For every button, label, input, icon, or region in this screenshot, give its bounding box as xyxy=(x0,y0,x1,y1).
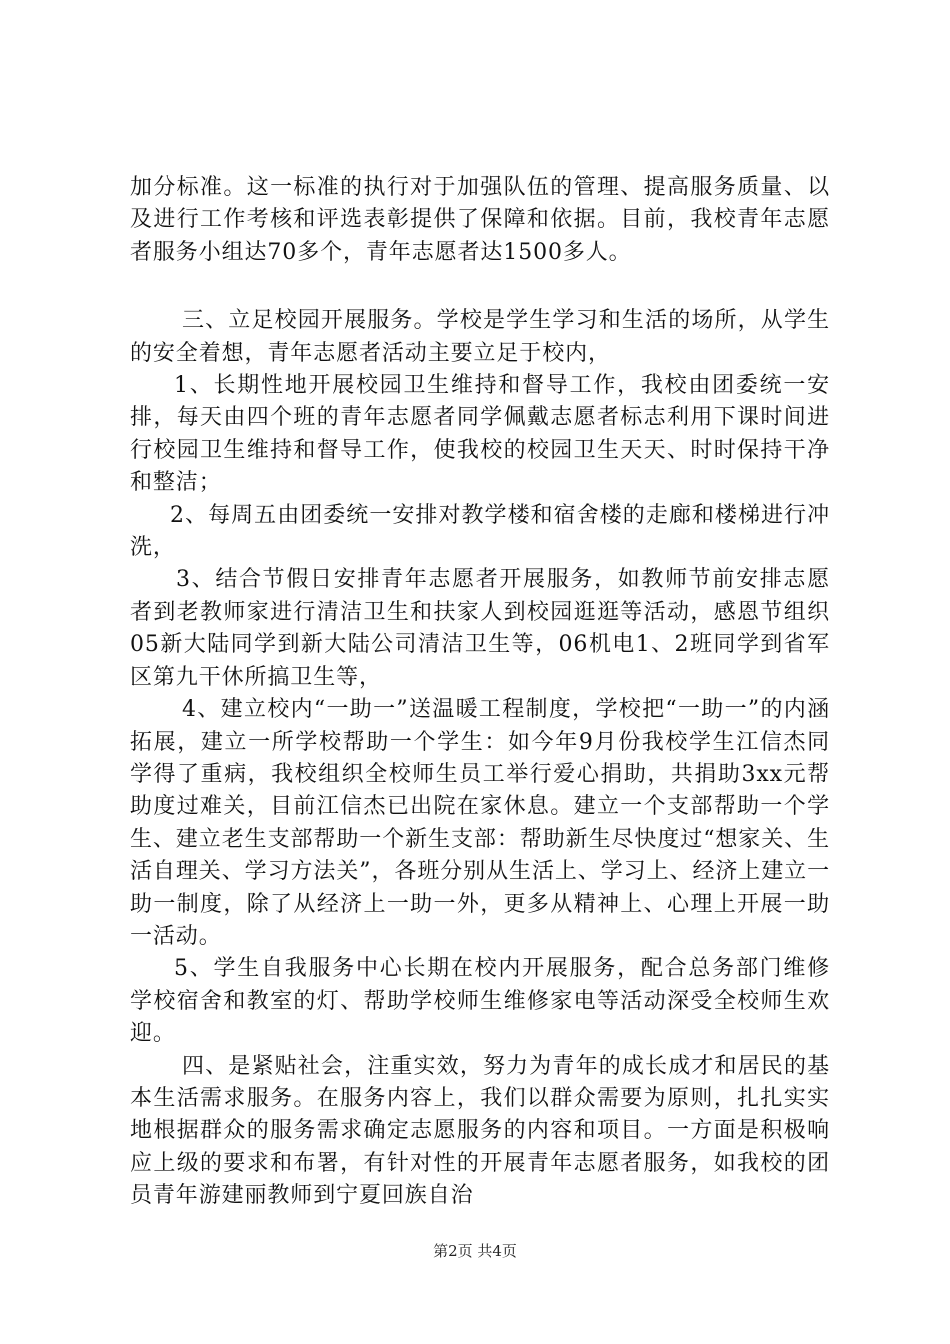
document-body xyxy=(130,172,830,1213)
paragraph-section-three: 三、立足校园开展服务。学校是学生学习和生活的场所，从学生的安全着想，青年志愿者活动主要立足于校内， xyxy=(130,308,830,366)
paragraph-continuation: 加分标准。这一标准的执行对于加强队伍的管理、提高服务质量、以及进行工作考核和评选表彰提供了保障和依据。目前，我校青年志愿者服务小组达70多个，青年志愿者达1500多人。 xyxy=(130,175,830,265)
paragraph-section-four: 四、是紧贴社会，注重实效，努力为青年的成长成才和居民的基本生活需求服务。在服务内容上，我们以群众需要为原则，扎扎实实地根据群众的服务需求确定志愿服务的内容和项目。一方面是积极响应上级的要求和布署，有针对性的开展青年志愿者服务，如我校的团员青年游建丽教师到宁夏回族自治 xyxy=(130,1053,830,1209)
paragraph-item-5: 5、学生自我服务中心长期在校内开展服务，配合总务部门维修学校宿舍和教室的灯、帮助学校师生维修家电等活动深受全校师生欢迎。 xyxy=(130,956,830,1047)
paragraph-gap xyxy=(130,269,830,305)
paragraph-item-1: 1、长期性地开展校园卫生维持和督导工作，我校由团委统一安排，每天由四个班的青年志愿者同学佩戴志愿者标志利用下课时间进行校园卫生维持和督导工作，使我校的校园卫生天天、时时保持干净和整洁； xyxy=(130,373,830,496)
paragraph-item-3: 3、结合节假日安排青年志愿者开展服务，如教师节前安排志愿者到老教师家进行清洁卫生和扶家人到校园逛逛等活动，感恩节组织05新大陆同学到新大陆公司清洁卫生等，06机电1、2班同学到省军区第九干休所搞卫生等， xyxy=(130,567,830,690)
paragraph-item-4: 4、建立校内“一助一”送温暖工程制度，学校把“一助一”的内涵拓展，建立一所学校帮助一个学生：如今年9月份我校学生江信杰同学得了重病，我校组织全校师生员工举行爱心捐助，共捐助3xx元帮助度过难关，目前江信杰已出院在家休息。建立一个支部帮助一个学生、建立老生支部帮助一个新生支部：帮助新生尽快度过“想家关、生活自理关、学习方法关”，各班分别从生活上、学习上、经济上建立一助一制度，除了从经济上一助一外，更多从精神上、心理上开展一助一活动。 xyxy=(130,697,830,949)
paragraph-item-2: 2、每周五由团委统一安排对教学楼和宿舍楼的走廊和楼梯进行冲洗， xyxy=(130,502,830,561)
page-number-footer: 第2页 共4页 xyxy=(433,1242,517,1260)
